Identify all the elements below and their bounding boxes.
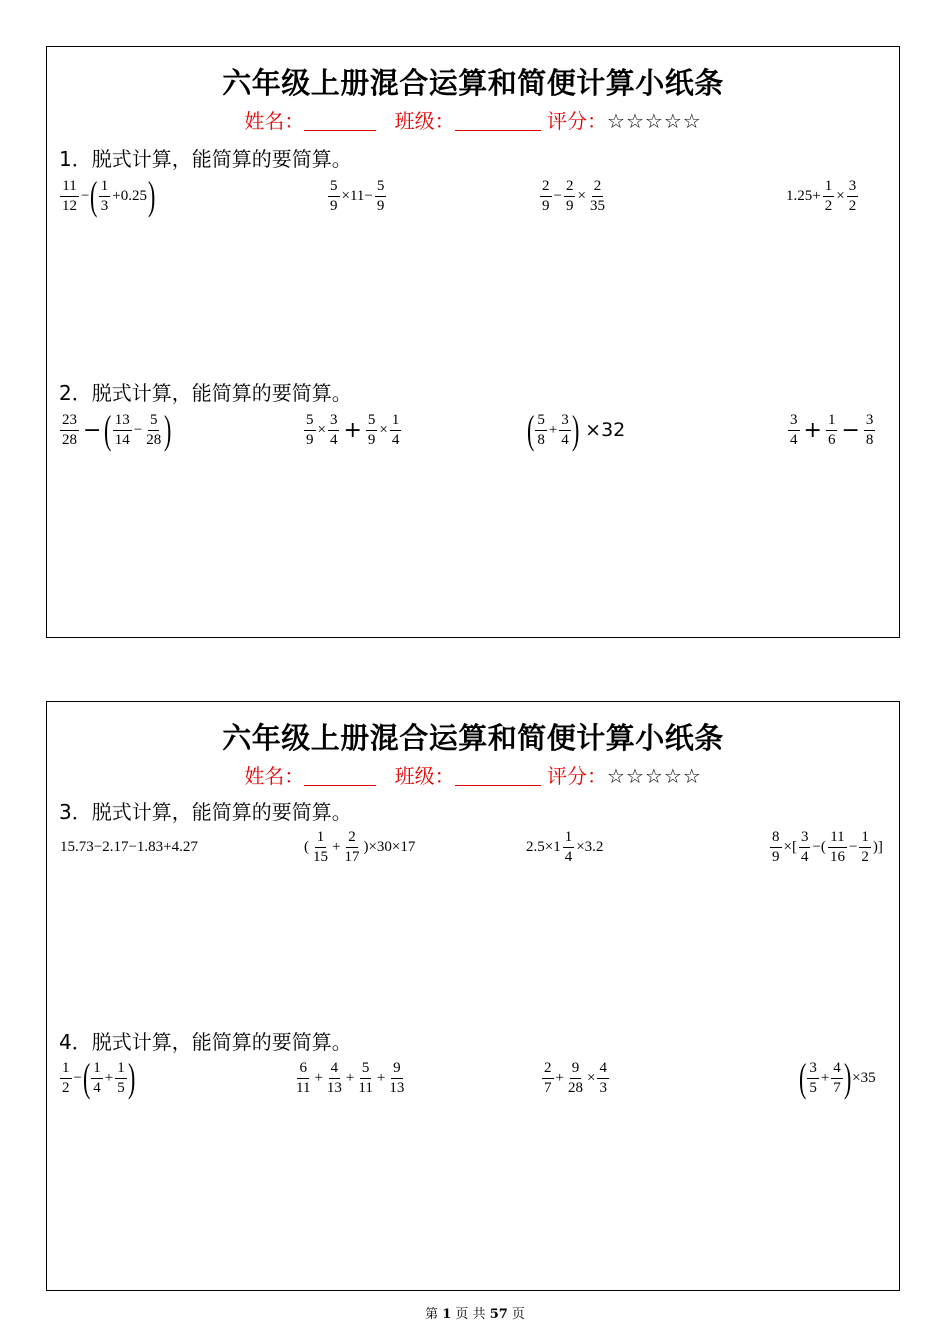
question-3-row <box>47 824 899 870</box>
footer-middle: 页 共 <box>455 1307 486 1322</box>
expression-3b: ( $\frac{1}{15}$ + $\frac{2}{17}$ )×30×17 <box>304 828 416 865</box>
question-4-heading: 4．脱式计算，能简算的要简算。 <box>59 1030 352 1054</box>
expression-4c: $\frac{2}{7}$ + $\frac{9}{28}$ × $\frac{4}{3}$ <box>544 1059 607 1096</box>
sheet-title: 六年级上册混合运算和简便计算小纸条 <box>222 66 724 100</box>
expression-2c: ( $\frac{5}{8}$ + $\frac{3}{4}$ ) ×32 <box>526 407 626 452</box>
question-1-row <box>47 173 899 219</box>
expression-2d: $\frac{3}{4}$ + $\frac{1}{6}$ − $\frac{3}{8}$ <box>790 411 874 448</box>
sheet-title: 六年级上册混合运算和简便计算小纸条 <box>222 721 724 755</box>
score-stars: ☆☆☆☆☆ <box>607 109 702 133</box>
expression-2a: $\frac{23}{28}$ − ( $\frac{13}{14}$ − $\frac{5}{28}$ ) <box>62 407 172 452</box>
score-label: 评分： <box>547 109 608 133</box>
question-2-row <box>47 407 899 453</box>
footer-suffix: 页 <box>511 1307 525 1322</box>
name-blank[interactable] <box>304 110 376 131</box>
footer-prefix: 第 <box>425 1307 439 1322</box>
question-2-heading: 2．脱式计算，能简算的要简算。 <box>59 381 352 405</box>
expression-1a: $\frac{11}{12}$ − ( $\frac{1}{3}$ +0.25 ) <box>62 173 156 218</box>
student-info-line <box>47 760 899 789</box>
expression-2b: $\frac{5}{9}$ × $\frac{3}{4}$ + $\frac{5}{9}$ × $\frac{1}{4}$ <box>306 411 400 448</box>
expression-1c: $\frac{2}{9}$ − $\frac{2}{9}$ × $\frac{2}{35}$ <box>542 177 605 214</box>
worksheet-card-1 <box>46 46 900 638</box>
expression-3d: $\frac{8}{9}$ ×[ $\frac{3}{4}$ −( $\frac{11}{16}$ − $\frac{1}{2}$ )] <box>772 828 883 865</box>
name-label: 姓名： <box>244 109 305 133</box>
worksheet-card-2 <box>46 701 900 1291</box>
expression-4b: $\frac{6}{11}$ + $\frac{4}{13}$ + $\frac{5}{11}$ + $\frac{9}{13}$ <box>296 1059 405 1096</box>
current-page-number: 1 <box>442 1307 452 1322</box>
question-3-heading: 3．脱式计算，能简算的要简算。 <box>59 800 352 824</box>
expression-4d: ( $\frac{3}{5}$ + $\frac{4}{7}$ ) ×35 <box>798 1055 876 1100</box>
name-label: 姓名： <box>244 764 305 788</box>
question-4-row <box>47 1055 899 1101</box>
total-page-count: 57 <box>489 1307 508 1322</box>
class-blank[interactable] <box>455 110 541 131</box>
score-stars: ☆☆☆☆☆ <box>607 764 702 788</box>
class-label: 班级： <box>394 764 455 788</box>
score-label: 评分： <box>547 764 608 788</box>
expression-4a: $\frac{1}{2}$ − ( $\frac{1}{4}$ + $\frac{1}{5}$ ) <box>62 1055 136 1100</box>
name-blank[interactable] <box>304 765 376 786</box>
expression-3c: 2.5×1 $\frac{1}{4}$ ×3.2 <box>526 828 604 865</box>
page-footer <box>0 1303 950 1322</box>
expression-1d: 1.25+ $\frac{1}{2}$ × $\frac{3}{2}$ <box>786 177 857 214</box>
expression-3a: 15.73−2.17−1.83+4.27 <box>60 838 198 855</box>
class-label: 班级： <box>394 109 455 133</box>
student-info-line <box>47 105 899 134</box>
expression-1b: $\frac{5}{9}$ ×11− $\frac{5}{9}$ <box>330 177 385 214</box>
class-blank[interactable] <box>455 765 541 786</box>
question-1-heading: 1．脱式计算，能简算的要简算。 <box>59 147 352 171</box>
